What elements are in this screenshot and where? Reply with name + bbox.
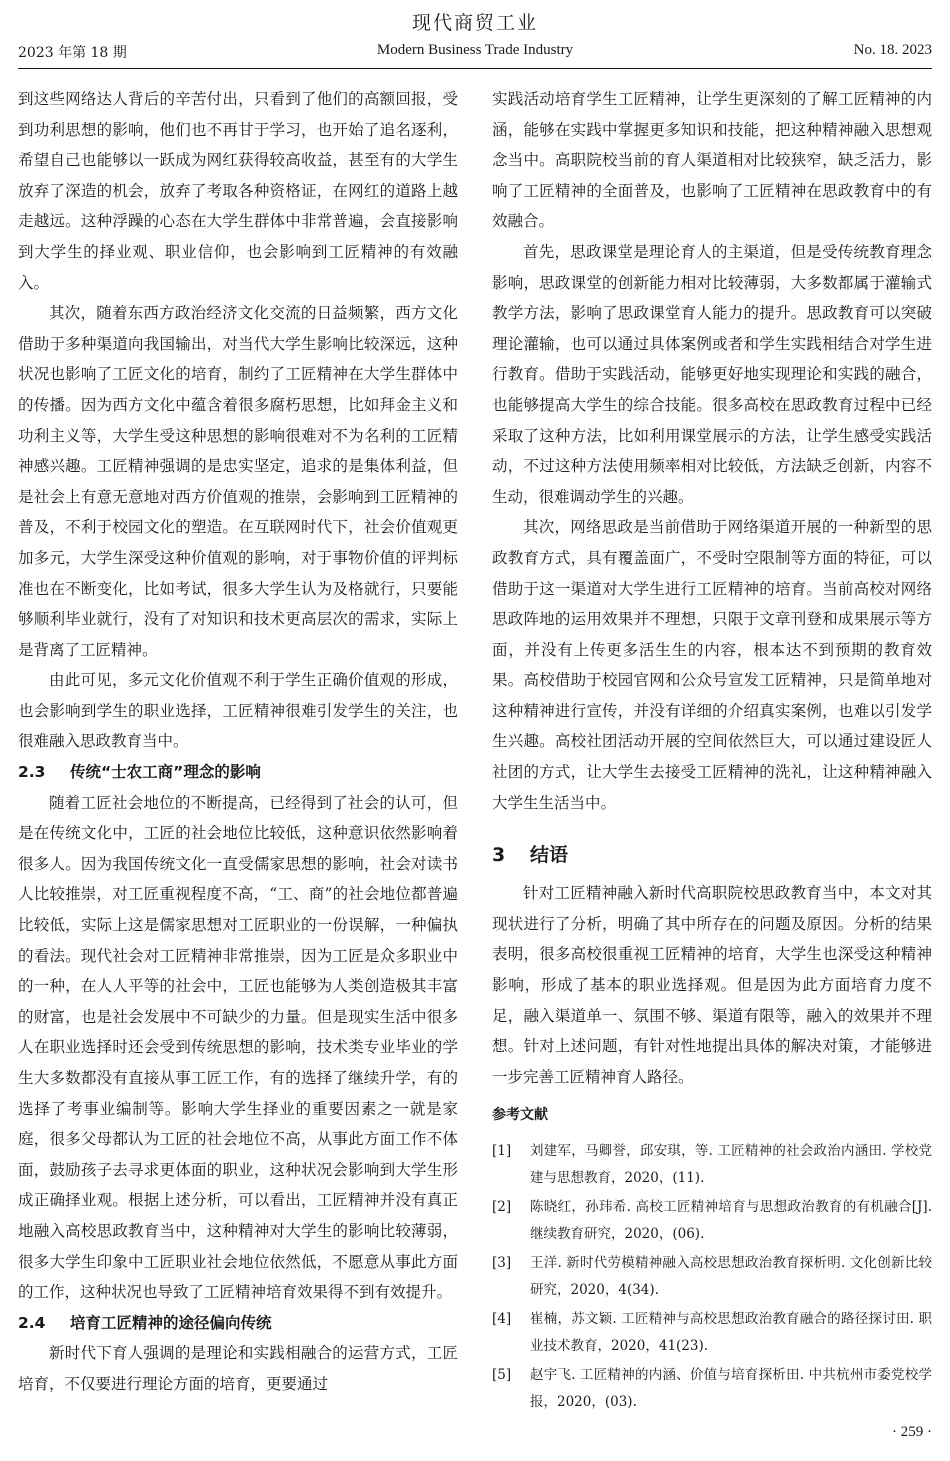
section-number: 3 [492, 844, 506, 867]
paragraph: 到这些网络达人背后的辛苦付出，只看到了他们的高额回报，受到功利思想的影响，他们也不再甘于学习，也开始了追名逐利，希望自己也能够以一跃成为网红获得较高收益，甚至有的大学生放弃了深造的机会，放弃了考取各种资格证，在网红的道路上越走越远。这种浮躁的心态在大学生群体中非常普遍，会直接影响到大学生的择业观、职业信仰，也会影响到工匠精神的有效融入。 [18, 90, 458, 292]
section-title: 传统“士农工商”理念的影响 [70, 763, 261, 782]
paragraph: 其次，随着东西方政治经济文化交流的日益频繁，西方文化借助于多种渠道向我国输出，对当代大学生影响比较深远，这种状况也影响了工匠文化的培育，制约了工匠精神在大学生群体中的传播。因为西方文化中蕴含着很多腐朽思想，比如拜金主义和功利主义等，大学生受这种思想的影响很难对不为名利的工匠精神感兴趣。工匠精神强调的是忠实坚定，追求的是集体利益，但是社会上有意无意地对西方价值观的推崇，会影响到工匠精神的普及，不利于校园文化的塑造。在互联网时代下，社会价值观更加多元，大学生深受这种价值观的影响，对于事物价值的评判标准也在不断变化，比如考试，很多大学生认为及格就行，只要能够顺利毕业就行，没有了对知识和技术更高层次的需求，实际上是背离了工匠精神。 [18, 304, 458, 659]
section-heading-3 [492, 840, 932, 870]
paragraph: 首先，思政课堂是理论育人的主渠道，但是受传统教育理念影响，思政课堂的创新能力相对比较薄弱，大多数都属于灌输式教学方法，影响了思政课堂育人能力的提升。思政教育可以突破理论灌输，也可以通过具体案例或者和学生实践相结合对学生进行教育。借助于实践活动，能够更好地实现理论和实践的融合，也能够提高大学生的综合技能。很多高校在思政教育过程中已经采取了这种方法，比如利用课堂展示的方法，让学生感受实践活动，不过这种方法使用频率相对比较低，方法缺乏创新，内容不生动，很难调动学生的兴趣。 [492, 242, 932, 506]
reference-text: 王洋. 新时代劳模精神融入高校思想政治教育探析明. 文化创新比较研究，2020，4(34). [530, 1255, 932, 1299]
header-divider [18, 68, 932, 69]
page-number: · 259 · [892, 1424, 932, 1440]
paragraph: 新时代下育人强调的是理论和实践相融合的运营方式，工匠培育，不仅要进行理论方面的培育，更要通过 [18, 1344, 458, 1393]
paragraph: 其次，网络思政是当前借助于网络渠道开展的一种新型的思政教育方式，具有覆盖面广，不受时空限制等方面的特征，可以借助于这一渠道对大学生进行工匠精神的培育。当前高校对网络思政阵地的运用效果并不理想，只限于文章刊登和成果展示等方面，并没有上传更多活生生的内容，根本达不到预期的教育效果。高校借助于校园官网和公众号宣发工匠精神，只是简单地对这种精神进行宣传，并没有详细的介绍真实案例，也难以引发学生兴趣。高校社团活动开展的空间依然巨大，可以通过建设匠人社团的方式，让大学生去接受工匠精神的洗礼，让这种精神融入大学生生活当中。 [492, 518, 932, 812]
reference-text: 崔楠，苏文颖. 工匠精神与高校思想政治教育融合的路径探讨田. 职业技术教育，2020，41(23). [530, 1311, 932, 1355]
section-number: 2.4 [18, 1313, 46, 1332]
reference-item [492, 1306, 932, 1360]
reference-index: [5] [492, 1367, 512, 1384]
reference-text: 赵宇飞. 工匠精神的内涵、价值与培育探析田. 中共杭州市委党校学报，2020，(03). [530, 1367, 932, 1411]
running-header [18, 42, 932, 62]
section-heading-2-3 [18, 757, 458, 788]
right-column [492, 84, 932, 1418]
issue-number: No. 18. 2023 [853, 42, 932, 58]
reference-item [492, 1138, 932, 1192]
paragraph: 针对工匠精神融入新时代高职院校思政教育当中，本文对其现状进行了分析，明确了其中所存在的问题及原因。分析的结果表明，很多高校很重视工匠精神的培育，大学生也深受这种精神影响，形成了基本的职业选择观。但是因为此方面培育力度不足，融入渠道单一、氛围不够、渠道有限等，融入的效果并不理想。针对上述问题，有针对性地提出具体的解决对策，才能够进一步完善工匠精神育人路径。 [492, 884, 932, 1086]
reference-text: 刘建军，马卿誉，邱安琪，等. 工匠精神的社会政治内涵田. 学校党建与思想教育，2020，(11). [530, 1143, 932, 1187]
journal-title: 现代商贸工业 [411, 12, 538, 34]
reference-index: [1] [492, 1143, 512, 1160]
reference-index: [3] [492, 1255, 512, 1272]
section-title: 结语 [530, 844, 569, 867]
reference-list [492, 1138, 932, 1416]
paragraph: 实践活动培育学生工匠精神，让学生更深刻的了解工匠精神的内涵，能够在实践中掌握更多知识和技能，把这种精神融入思想观念当中。高职院校当前的育人渠道相对比较狭窄，缺乏活力，影响了工匠精神的全面普及，也影响了工匠精神在思政教育中的有效融合。 [492, 90, 932, 231]
paragraph: 随着工匠社会地位的不断提高，已经得到了社会的认可，但是在传统文化中，工匠的社会地位比较低，这种意识依然影响着很多人。因为我国传统文化一直受儒家思想的影响，社会对读书人比较推崇，对工匠重视程度不高，“工、商”的社会地位都普遍比较低，实际上这是儒家思想对工匠职业的一份误解，一种偏执的看法。现代社会对工匠精神非常推崇，因为工匠是众多职业中的一种，在人人平等的社会中，工匠也能够为人类创造极其丰富的财富，也是社会发展中不可缺少的力量。但是现实生活中很多人在职业选择时还会受到传统思想的影响，技术类专业毕业的学生大多数都没有直接从事工匠工作，有的选择了继续升学，有的选择了考事业编制等。影响大学生择业的重要因素之一就是家庭，很多父母都认为工匠的社会地位不高，从事此方面工作不体面，鼓励孩子去寻求更体面的职业，这种状况会影响到大学生形成正确择业观。根据上述分析，可以看出，工匠精神并没有真正地融入高校思政教育当中，这种精神对大学生的影响比较薄弱，很多大学生印象中工匠职业社会地位依然低，不愿意从事此方面的工作，这种状况也导致了工匠精神培育效果得不到有效提升。 [18, 793, 458, 1302]
reference-index: [4] [492, 1311, 512, 1328]
section-number: 2.3 [18, 763, 46, 782]
section-title: 培育工匠精神的途径偏向传统 [70, 1313, 272, 1332]
reference-item [492, 1250, 932, 1304]
issue-label: 2023 年第 18 期 [18, 45, 127, 61]
reference-text: 陈晓红，孙玮希. 高校工匠精神培育与思想政治教育的有机融合[J]. 继续教育研究，2020，(06). [530, 1199, 932, 1243]
section-heading-2-4 [18, 1308, 458, 1339]
left-column [18, 84, 458, 1400]
reference-index: [2] [492, 1199, 512, 1216]
paragraph: 由此可见，多元文化价值观不利于学生正确价值观的形成，也会影响到学生的职业选择，工匠精神很难引发学生的关注，也很难融入思政教育当中。 [18, 671, 458, 751]
reference-item [492, 1194, 932, 1248]
reference-item [492, 1362, 932, 1416]
journal-english-name: Modern Business Trade Industry [376, 42, 574, 58]
references-heading: 参考文献 [492, 1107, 548, 1124]
